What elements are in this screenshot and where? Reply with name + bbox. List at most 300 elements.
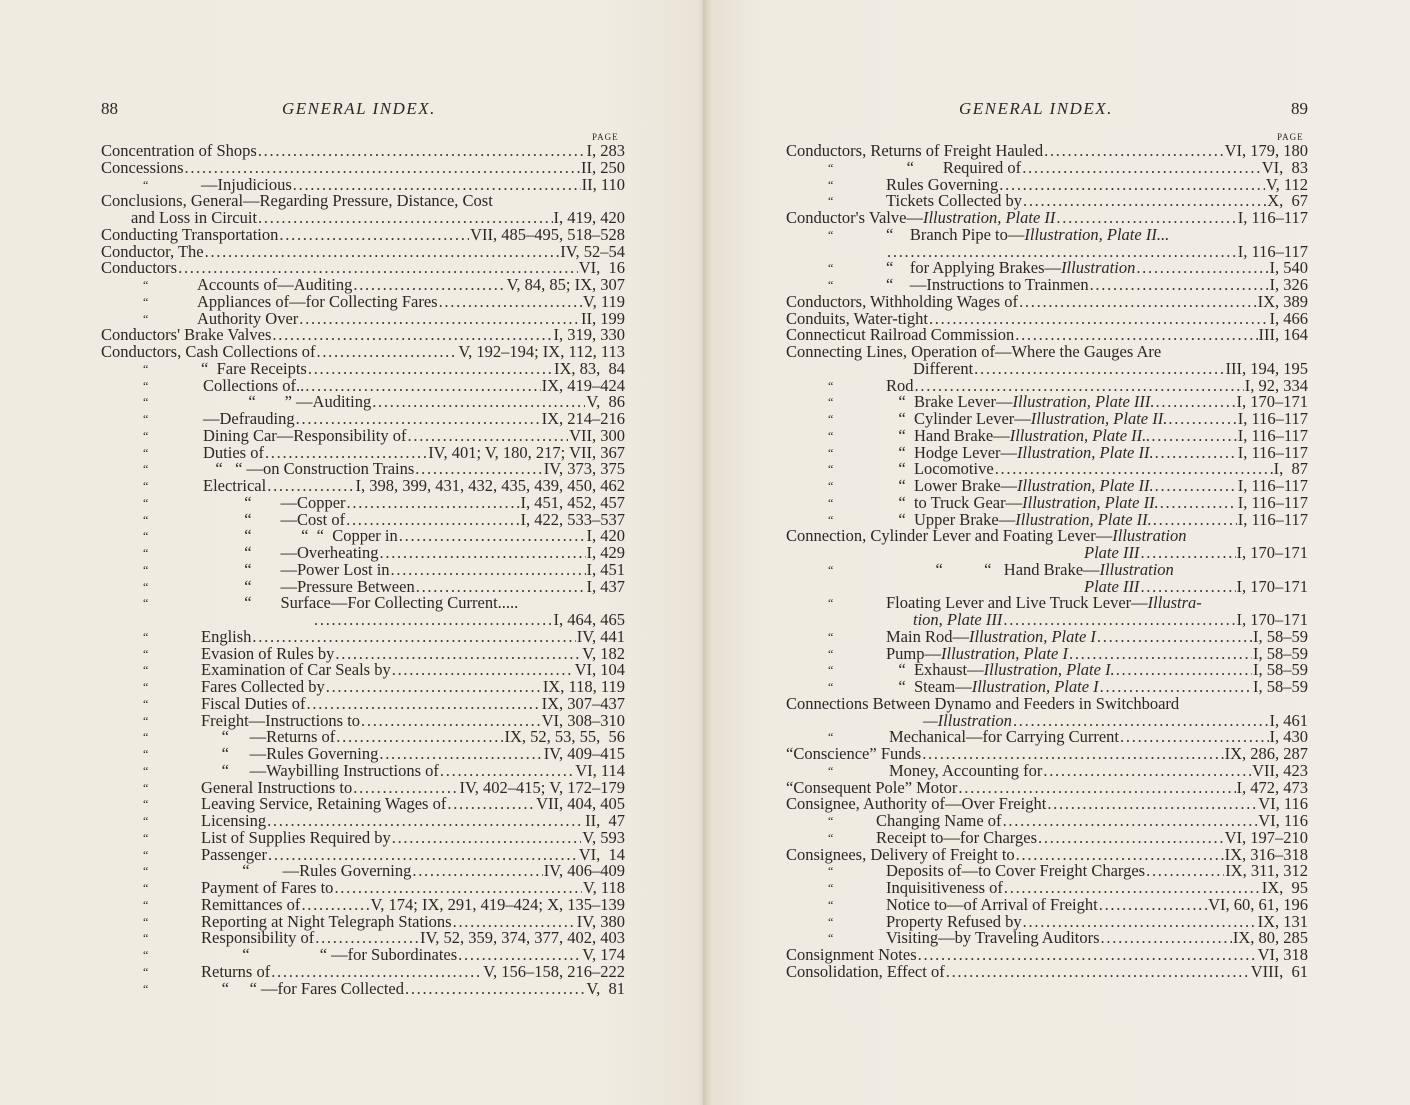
page-number: 88 [101,99,118,118]
entry-page-ref: I, 472, 473 [1236,777,1308,797]
entry-page-ref: V, 86 [586,392,625,412]
entry-page-ref: IX, 83, 84 [553,358,625,378]
entry-term-text: Payment of Fares to [201,878,334,897]
entry-term-text: Mechanical—for Carrying Current [889,727,1120,747]
entry-page-ref: I, 116–117 [1237,425,1308,445]
entry-term-text: —Defrauding [203,409,295,428]
entry-page-ref: I, 58–59 [1253,660,1308,680]
entry-term-text: Examination of Car Seals by [201,660,391,680]
entry-term-text: Deposits of—to Cover Freight Charges [886,861,1146,881]
index-entry [786,157,1308,177]
entry-page-ref: I, 419, 420 [553,208,625,227]
index-entry [101,595,625,612]
ditto-mark: “ [828,814,834,828]
entry-page-ref: V, 118 [582,878,625,897]
entry-page-ref: I, 170–171 [1236,610,1308,629]
index-entry [101,612,625,629]
entry-term-text: Collections of.. [203,375,305,395]
entry-term-italic: Plate III [1084,543,1140,562]
entry-term-text: “ Lower Brake— [886,476,1018,495]
entry-term-text: Conductors, Returns of Freight Hauled [786,141,1044,160]
entry-term-italic: Illustration, Plate II. [1017,476,1154,495]
index-entry [101,358,625,378]
entry-page-ref: IX, 80, 285 [1232,928,1308,948]
index-entry [101,626,625,646]
ditto-mark: “ [143,294,149,309]
entry-term-text: Accounts of—Auditing [197,275,353,294]
entry-term [786,961,945,981]
dot-leader [308,361,553,378]
entry-page-ref: VII, 485–495, 518–528 [470,224,625,244]
entry-term-text: Rules Governing [886,174,999,194]
entry-term-italic: Illustration [1112,526,1187,546]
ditto-mark: “ [143,278,149,292]
entry-term-text: “ Surface—For Collecting Current..... [203,593,519,613]
index-entry [786,796,1308,813]
entry-term-text: Appliances of—for Collecting Fares [197,291,438,311]
entry-page-ref: I, 92, 334 [1244,375,1308,395]
ditto-mark: “ [143,311,149,326]
index-entry [786,559,1308,579]
entry-page-ref: V, 156–158, 216–222 [483,961,625,981]
dot-leader [999,177,1265,194]
ditto-mark: “ [828,412,834,426]
entry-page-ref: V, 81 [586,978,625,998]
ditto-mark: “ [143,696,149,711]
entry-page-ref: III, 194, 195 [1225,358,1308,378]
dot-leader [1023,193,1266,210]
entry-term-text: Consignment Notes [786,945,917,964]
index-entry [786,442,1308,462]
index-entry [786,863,1308,880]
dot-leader [1044,143,1223,160]
ditto-mark: “ [143,780,149,795]
ditto-mark: “ [143,361,149,376]
ditto-mark: “ [143,948,149,962]
entry-page-ref: IV, 406–409 [543,861,625,881]
ditto-mark: “ [143,864,149,879]
ditto-mark: “ [143,546,149,560]
entry-term-text: Fiscal Duties of [201,693,306,713]
dot-leader [1097,629,1252,646]
entry-term-italic: Illustra- [1147,593,1202,613]
entry-term-text: “ —Overheating [203,543,379,562]
entry-term-text: “ Steam— [886,677,972,696]
dot-leader [440,763,574,780]
entry-page-ref: I, 461 [1269,710,1308,730]
entry-page-ref: IV, 401; V, 180, 217; VII, 367 [428,442,625,462]
index-entry [786,174,1308,194]
ditto-mark: “ [143,529,149,544]
entry-term-italic: tion, Plate III [913,610,1003,629]
entry-page-ref: VI, 116 [1258,811,1308,830]
index-entry [786,224,1308,244]
entry-term [786,344,1161,361]
index-entry [101,760,625,780]
ditto-mark: “ [828,897,834,912]
entry-term-text: Consolidation, Effect of [786,961,945,981]
ditto-mark: “ [143,713,149,728]
dot-leader [279,227,469,244]
entry-page-ref: VI, 60, 61, 196 [1208,894,1308,914]
entry-term-text: “ Upper Brake— [886,509,1016,529]
ditto-mark: “ [828,495,834,510]
entry-term [889,729,1119,746]
entry-term-text: Receipt to—for Charges [876,827,1037,847]
entry-page-ref: IX, 419–424 [541,375,625,395]
entry-page-ref: IX, 95 [1261,878,1308,897]
dot-leader [405,981,585,998]
entry-term-text: Authority Over [197,308,299,328]
entry-term-italic: Illustration, Plate I. [983,660,1115,680]
dot-leader [412,863,542,880]
index-entry [101,157,625,177]
dot-leader [1168,411,1236,428]
entry-page-ref: IX, 389 [1257,291,1308,311]
entry-term-text: “ Exhaust— [886,660,984,680]
dot-leader [1043,763,1251,780]
entry-term-text: “ —Rules Governing [201,744,379,763]
entry-term-text: Electrical [203,476,267,495]
entry-term-text: Connecting Lines, Operation of—Where the Gauges Are [786,342,1162,361]
entry-term-text: “Conscience” Funds [786,744,922,763]
entry-page-ref: II, 199 [581,308,625,328]
entry-page-ref: IX, 214–216 [541,409,625,428]
entry-term-text: “ ” —Auditing [203,392,372,412]
dot-leader [258,143,586,160]
dot-leader [326,679,542,696]
entry-term-text: English [201,626,252,646]
entry-term-text: Returns of [201,961,271,981]
entry-term-text: Connection, Cylinder Lever and Foating Lever— [786,526,1113,546]
entry-term-italic: Illustration, Plate II. [1030,409,1168,428]
dot-leader [1038,830,1224,847]
entry-page-ref: II, 110 [581,174,625,194]
entry-term-text: “ —Pressure Between [203,576,415,596]
entry-term-text: “ to Truck Gear— [886,492,1023,512]
entry-page-ref: I, 58–59 [1253,643,1308,663]
dot-leader [1090,277,1269,294]
ditto-mark: “ [143,730,149,745]
dot-leader [1116,662,1252,679]
ditto-mark: “ [143,747,149,761]
entry-term-italic: Illustration, Plate I [941,643,1068,663]
entry-page-ref: V, 174; IX, 291, 419–424; X, 135–139 [370,894,625,914]
ditto-mark: “ [828,378,834,393]
ditto-mark: “ [828,730,834,745]
entry-term-text: Inquisitiveness of [886,878,1003,897]
ditto-mark: “ [828,830,834,845]
entry-page-ref: VIII, 61 [1250,961,1308,981]
entry-page-ref: I, 58–59 [1253,626,1308,646]
dot-leader [1099,897,1207,914]
entry-term-italic: Illustration, Plate II [922,208,1056,227]
ditto-mark: “ [828,445,834,460]
ditto-mark: “ [828,629,834,644]
ditto-mark: “ [828,763,834,778]
entry-term-text: Licensing [201,811,267,830]
entry-term-text: “ “ “ Copper in [203,526,398,546]
entry-page-ref: I, 430 [1269,727,1308,747]
ditto-mark: “ [143,177,149,192]
ditto-mark: “ [143,663,149,678]
dot-leader [1003,813,1258,830]
entry-page-ref: I, 116–117 [1237,442,1308,462]
entry-page-ref: IV, 52–54 [560,241,625,261]
entry-term-text: Passenger [201,844,267,864]
entry-term-text: “ —Copper [203,492,346,512]
entry-page-ref: V, 84, 85; IX, 307 [506,275,625,294]
entry-term-italic: Illustration, Plate II. [1015,509,1152,529]
entry-term-text: Connecticut Railroad Commission [786,325,1015,345]
entry-term-italic: Illustration, Plate I [971,677,1099,696]
entry-term-text: —Injudicious [201,174,292,194]
dot-leader [918,947,1257,964]
dot-leader [347,495,520,512]
entry-term-text: Concentration of Shops [101,141,257,160]
entry-page-ref: I, 170–171 [1236,543,1308,562]
entry-term-text: “ —Cost of [203,509,346,529]
entry-term-text: “ —Rules Governing [201,861,412,881]
entry-page-ref: V, 593 [582,827,625,847]
entry-page-ref: IX, 52, 53, 55, 56 [504,727,625,747]
entry-page-ref: I, 464, 465 [553,610,625,629]
ditto-mark: “ [143,931,149,946]
entry-term-text: “ “ Hand Brake— [886,559,1100,579]
entry-term-text: Notice to—of Arrival of Freight [886,894,1098,914]
entry-term-text: Reporting at Night Telegraph Stations [201,911,452,931]
ditto-mark: “ [143,914,149,929]
entry-page-ref: IX, 131 [1257,911,1308,931]
ditto-mark: “ [143,479,149,493]
ditto-mark: “ [828,562,834,577]
ditto-mark: “ [828,160,834,175]
entry-page-ref: I, 429 [586,543,625,562]
index-entry [786,143,1308,160]
dot-leader [299,311,580,328]
entry-term-italic: Illustration [1061,258,1136,278]
entry-page-ref: I, 116–117 [1237,476,1308,495]
entry-page-ref: IX, 307–437 [541,693,625,713]
entry-page-ref: V, 182 [582,643,625,663]
entry-term-italic: Illustration, Plate I [968,626,1096,646]
dot-leader [1136,260,1268,277]
index-entries [101,143,625,997]
entry-term-text: “ Branch Pipe to— [886,224,1025,244]
dot-leader [1019,294,1257,311]
index-entry [101,241,625,261]
entry-page-ref: I, 116–117 [1237,241,1308,261]
ditto-mark: “ [143,897,149,912]
entry-term-text: Remittances of [201,894,301,914]
entry-term-text: Dining Car—Responsibility of [203,425,407,445]
index-entry [101,291,625,311]
dot-leader [316,344,457,361]
entry-page-ref: VI, 83 [1261,157,1308,177]
entry-term-text: Conduits, Water-tight [786,308,928,328]
entry-page-ref: IX, 286, 287 [1224,744,1308,763]
entry-page-ref: I, 451, 452, 457 [520,492,625,512]
entry-term-text: General Instructions to [201,777,353,797]
entry-page-ref: I, 116–117 [1237,409,1308,428]
index-entry [786,961,1308,981]
ditto-mark: “ [143,964,149,979]
entry-page-ref: I, 540 [1269,258,1308,278]
dot-leader [380,545,586,562]
entry-term-text: “ Locomotive [886,459,994,479]
entry-term-text: Consignee, Authority of—Over Freight [786,794,1047,814]
entry-term-text: “ “ —for Subordinates [201,945,458,964]
entry-page-ref: III, 164 [1258,325,1308,345]
index-entry [101,978,625,998]
dot-leader [408,428,569,445]
entry-page-ref: I, 87 [1273,459,1308,479]
entry-term-text: Pump— [886,643,942,663]
ditto-mark: “ [143,395,149,410]
ditto-mark: “ [143,596,149,611]
dot-leader [1160,495,1237,512]
index-entry [786,693,1308,713]
entry-page-ref: I, 326 [1269,275,1308,294]
entry-page-ref: IX, 311, 312 [1225,861,1308,881]
entry-term-italic: Illustration, Plate II.. [1009,425,1151,445]
ditto-mark: “ [143,495,149,510]
entry-page-ref: VII, 423 [1252,760,1308,780]
index-entry [101,492,625,512]
entry-term-text: Duties of [203,442,264,462]
ditto-mark: “ [828,428,834,443]
dot-leader [1101,930,1232,947]
page-column-label: PAGE [1277,132,1304,142]
entry-term-text: Conductor, The [101,241,204,261]
entry-page-ref: I, 283 [586,141,625,160]
ditto-mark: “ [143,462,149,477]
dot-leader [314,612,553,629]
entry-term-text: Property Refused by [886,911,1022,931]
entry-term-text: “ Hodge Lever— [886,442,1018,462]
dot-leader [974,361,1224,378]
entry-page-ref: VI, 114 [575,760,625,780]
ditto-mark: “ [143,512,149,527]
ditto-mark: “ [828,395,834,410]
entry-page-ref: IX, 316–318 [1224,844,1308,864]
entry-term-text: “ Hand Brake— [886,425,1010,445]
entry-term [101,260,177,277]
dot-leader [391,562,586,579]
running-head-title: GENERAL INDEX. [282,99,436,118]
entry-page-ref: I, 466 [1269,308,1308,328]
dot-leader [439,294,582,311]
dot-leader [1156,394,1236,411]
ditto-mark: “ [143,814,149,828]
entry-page-ref: IV, 441 [576,626,625,646]
ditto-mark: “ [828,479,834,493]
ditto-mark: “ [143,881,149,895]
entry-term-text: “ Fare Receipts [201,358,307,378]
entry-page-ref: IV, 52, 359, 374, 377, 402, 403 [419,928,625,948]
index-entry [786,595,1308,612]
entry-term-text: Concessions [101,157,184,177]
entry-page-ref: V, 174 [582,945,625,964]
index-entry [101,796,625,813]
entry-page-ref: VI, 104 [574,660,625,680]
index-entry [101,827,625,847]
ditto-mark: “ [828,596,834,611]
dot-leader [447,796,535,813]
entry-page-ref: V, 112 [1265,174,1308,194]
dot-leader [1146,863,1224,880]
ditto-mark: “ [828,864,834,879]
entry-term-text: “ —Instructions to Trainmen [886,275,1089,294]
entry-term-italic: Illustration, Plate III. [1012,392,1155,412]
entry-page-ref: X, 67 [1267,191,1308,211]
ditto-mark: “ [143,445,149,460]
running-head-left [101,99,625,121]
entry-term-text: Conductors, Withholding Wages of [786,291,1019,311]
entry-page-ref: VI, 16 [578,258,625,278]
index-entry [786,358,1308,378]
entry-term-text: “ Required of [886,157,1022,177]
entry-page-ref: I, 422, 533–537 [520,509,625,529]
entry-page-ref: IV, 402–415; V, 172–179 [459,777,625,797]
entry-page-ref: VI, 308–310 [541,710,625,730]
ditto-mark: “ [143,378,149,393]
entry-term [201,978,404,998]
entry-term-text: Consignees, Delivery of Freight to [786,844,1015,864]
entry-term-text: Changing Name of [876,811,1002,830]
ditto-mark: “ [143,412,149,426]
entry-term-text: Connections Between Dynamo and Feeders in Switchboard [786,693,1180,713]
ditto-mark: “ [828,462,834,477]
entry-term-text: and Loss in Circuit [131,208,258,227]
ditto-mark: “ [828,278,834,292]
ditto-mark: “ [143,428,149,443]
entry-page-ref: VI, 197–210 [1224,827,1308,847]
ditto-mark: “ [828,914,834,929]
entry-page-ref: VII, 404, 405 [536,794,625,814]
entry-term-text: Freight—Instructions to [201,710,361,730]
ditto-mark: “ [143,763,149,778]
entry-page-ref: VI, 179, 180 [1224,141,1308,160]
entry-term-italic: —Illustration [923,710,1012,730]
entry-term [886,224,1170,244]
running-head-right [786,99,1308,121]
entry-term-text: “ “ —on Construction Trains [203,459,415,479]
entry-page-ref: IV, 409–415 [543,744,625,763]
page-number: 89 [1291,99,1308,118]
entry-term-text: Conductors' Brake Valves [101,325,272,345]
entry-page-ref: I, 451 [586,559,625,579]
entry-term-text: “ “ —for Fares Collected [201,978,404,998]
index-entry [101,344,625,361]
dot-leader [205,244,560,261]
entry-page-ref: I, 116–117 [1237,492,1308,512]
entry-term-italic: Illustration, Plate II. [1017,442,1154,462]
entry-page-ref: I, 437 [586,576,625,596]
entry-term-text: “ —Power Lost in [203,559,390,579]
ditto-mark: “ [143,797,149,812]
entry-page-ref: I, 116–117 [1237,208,1308,227]
entry-term-text: “ —Waybilling Instructions of [201,760,439,780]
entry-term-text: List of Supplies Required by [201,827,391,847]
entry-term-italic: Plate III [1084,576,1140,596]
page-column-label: PAGE [592,132,619,142]
dot-leader [392,830,581,847]
index-entry [786,746,1308,763]
entry-page-ref: I, 58–59 [1253,677,1308,696]
ditto-mark: “ [828,227,834,242]
entry-term-text: Responsibility of [201,928,315,948]
